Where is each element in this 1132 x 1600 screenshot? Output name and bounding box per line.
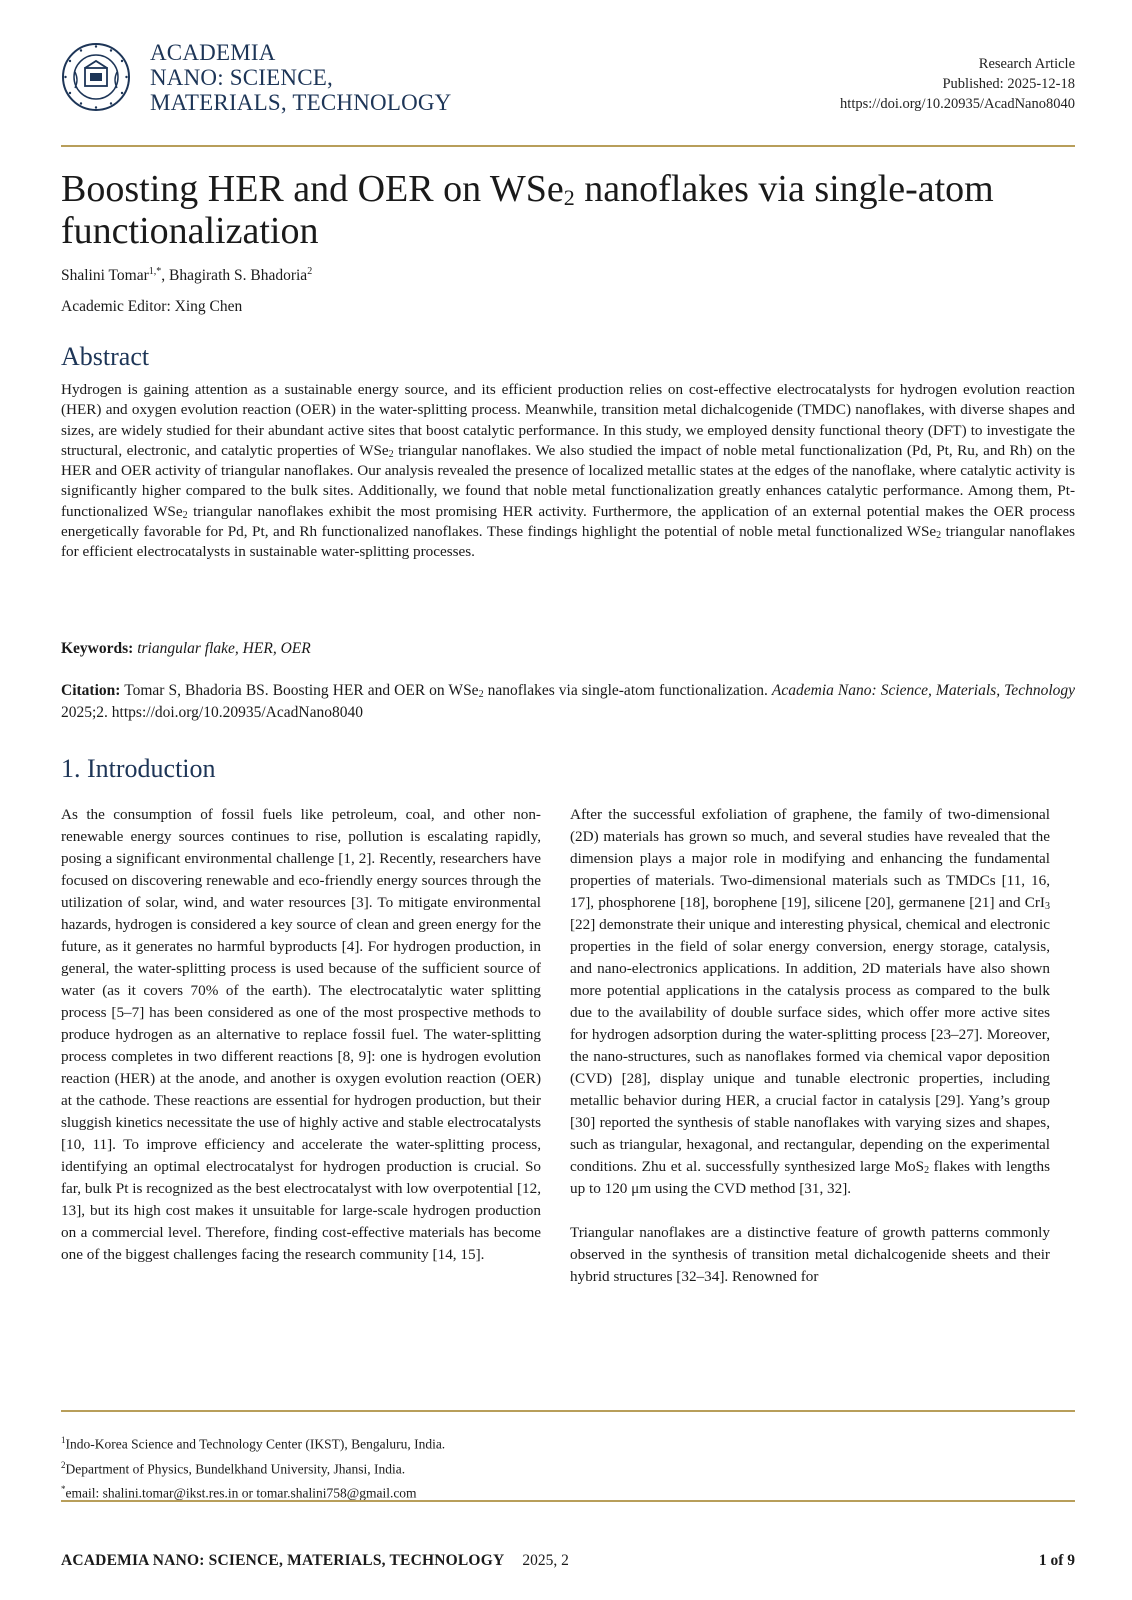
citation [61, 680, 1075, 724]
abstract-part-3: triangular nanoflakes exhibit the most promising HER activity. Furthermore, the application of an external potential makes the OER process energetically favorable for Pd, Pt, and Rh functionalized nanoflakes. These findings highlight the potential of noble metal functionalized WSe [61, 502, 1075, 541]
intro-paragraph-1: As the consumption of fossil fuels like petroleum, coal, and other non-renewable energy sources continues to rise, pollution is escalating rapidly, posing a significant environmental challenge [1, 2]. Recently, researchers have focused on discovering renewable and eco-friendly energy sources through the utilization of solar, wind, and water resources [3]. To mitigate environmental hazards, hydrogen is considered a key source of clean and green energy for the future, as it generates no harmful byproducts [4]. For hydrogen production, in general, the water-splitting process is used because of the sufficient source of water (as it covers 70% of the earth). The electrocatalytic water splitting process [5–7] has been considered as one of the most prospective methods to produce hydrogen as an alternative to replace fossil fuel. The water-splitting process completes in two different reactions [8, 9]: one is hydrogen evolution reaction (HER) at the anode, and another is oxygen evolution reaction (OER) at the cathode. These reactions are essential for hydrogen production, but their sluggish kinetics necessitate the use of highly active and stable electrocatalysts [10, 11]. To improve efficiency and accelerate the water-splitting process, identifying an optimal electrocatalyst for hydrogen production is crucial. So far, bulk Pt is recognized as the best electrocatalyst with low overpotential [12, 13], but its high cost makes it unsuitable for large-scale hydrogen production on a commercial level. Therefore, finding cost-effective materials has become one of the biggest challenges facing the research community [14, 15]. [61, 806, 541, 1263]
abstract-sub-1: 2 [388, 448, 394, 460]
journal-name-line2: NANO: SCIENCE, [150, 65, 333, 90]
footer-journal-name: ACADEMIA NANO: SCIENCE, MATERIALS, TECHNOLOGY [61, 1552, 505, 1569]
citation-journal: Academia Nano: Science, Materials, Technology [771, 682, 1076, 699]
introduction-heading: 1. Introduction [61, 754, 216, 783]
author-1: Shalini Tomar [61, 267, 149, 285]
affiliation-2 [61, 1455, 445, 1480]
abstract-heading: Abstract [61, 342, 150, 371]
intro-column-right [570, 804, 1050, 1288]
intro-p2-sub-2: 2 [924, 1165, 930, 1176]
title-text-2: nanoflakes via single-atom functionalization [61, 168, 994, 252]
footer-journal [61, 1552, 569, 1570]
title-subscript: 2 [563, 185, 575, 210]
footnote-rule [61, 1410, 1075, 1412]
seal-icon [61, 42, 131, 112]
citation-sub: 2 [478, 689, 484, 700]
citation-part-2: nanoflakes via single-atom functionalization. [483, 682, 768, 699]
abstract-part-4: triangular nanoflakes for efficient electrocatalysts in sustainable water-splitting processes. [61, 523, 1075, 561]
author-2: Bhagirath S. Bhadoria [169, 267, 308, 285]
intro-column-left [61, 804, 541, 1266]
author-2-affil: 2 [307, 266, 313, 277]
citation-part-3[interactable]: 2025;2. https://doi.org/10.20935/AcadNano8040 [61, 704, 363, 721]
journal-name [150, 40, 452, 115]
intro-p2-part-1: After the successful exfoliation of graphene, the family of two-dimensional (2D) materials has grown so much, and several studies have revealed that the dimension plays a major role in modifying and enhancing the fundamental properties of materials. Two-dimensional materials such as TMDCs [11, 16, 17], phosphorene [18], borophene [19], silicene [20], germanene [21] and CrI [570, 806, 1050, 911]
page [61, 0, 1075, 1600]
academic-editor: Academic Editor: Xing Chen [61, 298, 243, 315]
affiliation-2-text: Department of Physics, Bundelkhand University, Jhansi, India. [65, 1461, 406, 1476]
affiliation-1-marker: 1 [61, 1435, 66, 1445]
header-rule [61, 145, 1075, 147]
email-text[interactable]: email: shalini.tomar@ikst.res.in or tomar.shalini758@gmail.com [65, 1485, 417, 1501]
author-list [61, 266, 312, 285]
journal-logo [61, 42, 131, 112]
intro-paragraph-2 [570, 804, 1050, 1200]
affiliation-2-marker: 2 [61, 1459, 66, 1470]
intro-p2-sub-1: 3 [1045, 901, 1050, 912]
abstract-text [61, 380, 1075, 563]
author-1-affil: 1,* [148, 266, 162, 277]
footer-year: 2025, 2 [522, 1552, 569, 1569]
article-type: Research Article [978, 56, 1075, 72]
page-number: 1 of 9 [1038, 1552, 1075, 1569]
abstract-sub-2: 2 [182, 509, 188, 521]
article-title [61, 168, 1061, 252]
title-text-1: Boosting HER and OER on WSe [61, 168, 564, 210]
affiliations [61, 1430, 445, 1504]
email-marker: * [61, 1484, 66, 1494]
intro-p2-part-3: flakes with lengths up to 120 μm using the CVD method [31, 32]. [570, 1158, 1050, 1197]
intro-paragraph-3: Triangular nanoflakes are a distinctive feature of growth patterns commonly observed in the synthesis of transition metal dichalcogenide sheets and their hybrid structures [32–34]. Renowned for [570, 1224, 1050, 1285]
keywords [61, 640, 311, 658]
keywords-label: Keywords: [61, 640, 134, 657]
abstract-part-2: triangular nanoflakes. We also studied the impact of noble metal functionalization (Pd, Pt, Ru, and Rh) on the HER and OER activity of triangular nanoflakes. Our analysis revealed the presence of localized metallic states at the edges of the nanoflake, where catalytic activity is significantly higher compared to the bulk sites. Additionally, we found that noble metal functionalization greatly enhances catalytic performance. Among them, Pt-functionalized WSe [61, 441, 1076, 520]
author-separator: , [161, 267, 169, 285]
keywords-value: triangular flake, HER, OER [137, 640, 311, 657]
citation-label: Citation: [61, 682, 121, 699]
header [61, 36, 1075, 126]
citation-part-1: Tomar S, Bhadoria BS. Boosting HER and OER on WSe [124, 682, 479, 699]
doi-link[interactable]: https://doi.org/10.20935/AcadNano8040 [840, 96, 1075, 112]
abstract-part-1: Hydrogen is gaining attention as a sustainable energy source, and its efficient production relies on cost-effective electrocatalysts for hydrogen evolution reaction (HER) and oxygen evolution reaction (OER) in the water-splitting process. Meanwhile, transition metal dichalcogenide (TMDC) nanoflakes, with diverse shapes and sizes, are widely studied for their abundant active sites that boost catalytic performance. In this study, we employed density functional theory (DFT) to investigate the structural, electronic, and catalytic properties of WSe [61, 381, 1075, 459]
published-date: Published: 2025-12-18 [942, 76, 1075, 92]
journal-name-line3: MATERIALS, TECHNOLOGY [150, 90, 452, 115]
affiliation-1 [61, 1430, 445, 1455]
abstract-sub-3: 2 [936, 530, 942, 542]
journal-name-line1: ACADEMIA [150, 40, 276, 65]
footer-rule [61, 1500, 1075, 1502]
article-meta [840, 54, 1075, 114]
affiliation-1-text: Indo-Korea Science and Technology Center (IKST), Bengaluru, India. [65, 1436, 446, 1452]
intro-p2-part-2: [22] demonstrate their unique and interesting physical, chemical and electronic properties in the field of solar energy conversion, energy storage, catalysis, and nano-electronics applications. In addition, 2D materials have also shown more potential applications in the catalysis process as compared to the bulk due to the availability of double surface sides, which offer more active sites for hydrogen adsorption during the water-splitting process [23–27]. Moreover, the nano-structures, such as nanoflakes formed via chemical vapor deposition (CVD) [28], display unique and tunable electronic properties, including metallic behavior during HER, a crucial factor in catalysis [29]. Yang’s group [30] reported the synthesis of stable nanoflakes with varying sizes and shapes, such as triangular, hexagonal, and rectangular, depending on the experimental conditions. Zhu et al. successfully synthesized large MoS [570, 916, 1050, 1175]
